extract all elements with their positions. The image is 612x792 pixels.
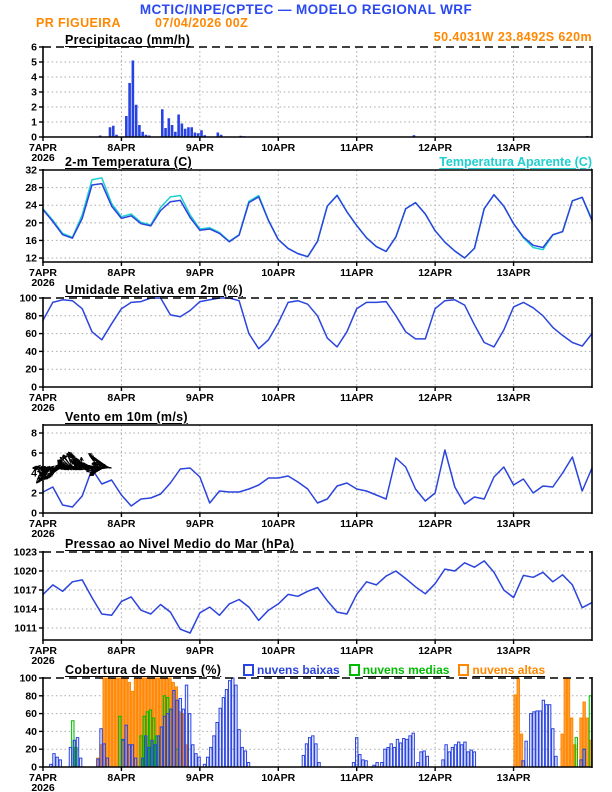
svg-text:10APR: 10APR — [261, 142, 296, 154]
svg-text:2026: 2026 — [31, 402, 55, 414]
panel-title-precipitation: Precipitacao (mm/h) — [65, 33, 191, 47]
svg-text:0: 0 — [31, 381, 37, 394]
svg-text:12APR: 12APR — [418, 267, 453, 279]
legend-apparent-temperature: Temperatura Aparente (C) — [439, 155, 592, 169]
svg-text:12APR: 12APR — [418, 645, 453, 657]
panel-plot-clouds — [19, 673, 592, 792]
svg-text:7APR: 7APR — [28, 392, 58, 404]
svg-text:5: 5 — [31, 56, 37, 69]
svg-text:8APR: 8APR — [107, 142, 136, 154]
svg-text:0: 0 — [31, 131, 37, 144]
svg-text:12APR: 12APR — [418, 392, 453, 404]
svg-text:9APR: 9APR — [185, 645, 214, 657]
panel-title-temperature: 2-m Temperatura (C) — [65, 155, 193, 169]
svg-text:7APR: 7APR — [28, 518, 58, 530]
svg-text:0: 0 — [31, 507, 37, 520]
svg-text:8: 8 — [31, 427, 37, 440]
svg-text:9APR: 9APR — [185, 392, 214, 404]
svg-text:24: 24 — [25, 199, 37, 212]
svg-text:12: 12 — [25, 252, 37, 265]
svg-text:100: 100 — [19, 292, 37, 305]
station-name: PR FIGUEIRA — [36, 16, 121, 30]
svg-text:20: 20 — [25, 743, 37, 756]
svg-text:40: 40 — [25, 345, 37, 358]
svg-text:8APR: 8APR — [107, 772, 136, 784]
svg-text:7APR: 7APR — [28, 267, 58, 279]
svg-text:1020: 1020 — [13, 565, 37, 578]
svg-text:1: 1 — [31, 116, 37, 129]
svg-text:20: 20 — [25, 217, 37, 230]
svg-text:1017: 1017 — [13, 584, 37, 597]
svg-text:10APR: 10APR — [261, 645, 296, 657]
legend-label-high-clouds: nuvens altas — [472, 663, 546, 677]
svg-text:1014: 1014 — [13, 603, 37, 616]
panel-plot-temperature — [25, 165, 592, 290]
svg-text:12APR: 12APR — [418, 142, 453, 154]
svg-text:10APR: 10APR — [261, 518, 296, 530]
svg-text:4: 4 — [31, 467, 37, 480]
svg-text:13APR: 13APR — [496, 142, 531, 154]
svg-text:11APR: 11APR — [340, 392, 374, 404]
svg-text:11APR: 11APR — [340, 142, 374, 154]
svg-text:1011: 1011 — [14, 622, 37, 635]
svg-text:10APR: 10APR — [261, 392, 296, 404]
svg-text:80: 80 — [25, 310, 37, 323]
svg-text:32: 32 — [25, 164, 37, 177]
panel-plot-wind — [29, 424, 592, 540]
svg-text:13APR: 13APR — [496, 645, 531, 657]
svg-text:13APR: 13APR — [496, 772, 531, 784]
legend-label-mid-clouds: nuvens medias — [362, 663, 450, 677]
panel-title-humidity: Umidade Relativa em 2m (%) — [65, 283, 243, 297]
svg-text:11APR: 11APR — [340, 772, 374, 784]
svg-text:7APR: 7APR — [28, 772, 58, 784]
svg-text:8APR: 8APR — [107, 518, 136, 530]
svg-text:6: 6 — [31, 447, 37, 460]
svg-text:13APR: 13APR — [496, 518, 531, 530]
svg-text:2026: 2026 — [31, 277, 55, 289]
svg-text:8APR: 8APR — [107, 267, 136, 279]
svg-text:60: 60 — [25, 708, 37, 721]
svg-text:20: 20 — [25, 363, 37, 376]
svg-text:28: 28 — [25, 182, 37, 195]
svg-text:1023: 1023 — [13, 546, 37, 559]
panel-plot-precipitation — [29, 42, 592, 165]
svg-text:60: 60 — [25, 328, 37, 341]
svg-text:12APR: 12APR — [418, 518, 453, 530]
svg-text:7APR: 7APR — [28, 645, 58, 657]
svg-text:100: 100 — [19, 672, 37, 685]
svg-text:12APR: 12APR — [418, 772, 453, 784]
svg-text:13APR: 13APR — [496, 392, 531, 404]
svg-text:3: 3 — [31, 86, 37, 99]
panel-plot-pressure — [14, 547, 592, 668]
svg-text:10APR: 10APR — [261, 772, 296, 784]
panel-plot-humidity — [19, 293, 592, 415]
svg-text:2026: 2026 — [31, 655, 55, 667]
svg-text:6: 6 — [31, 41, 37, 54]
svg-text:2: 2 — [31, 101, 37, 114]
svg-text:9APR: 9APR — [185, 518, 214, 530]
svg-text:9APR: 9APR — [185, 772, 214, 784]
svg-text:40: 40 — [25, 725, 37, 738]
svg-text:11APR: 11APR — [340, 645, 374, 657]
svg-text:4: 4 — [31, 71, 37, 84]
legend-label-low-clouds: nuvens baixas — [257, 663, 340, 677]
location-coordinates: 50.4031W 23.8492S 620m — [433, 30, 592, 44]
svg-text:2026: 2026 — [31, 152, 55, 164]
svg-text:10APR: 10APR — [261, 267, 296, 279]
run-datetime: 07/04/2026 00Z — [155, 16, 249, 30]
svg-text:2026: 2026 — [31, 528, 55, 540]
panel-title-wind: Vento em 10m (m/s) — [65, 410, 188, 424]
page-title: MCTIC/INPE/CPTEC — MODELO REGIONAL WRF — [139, 2, 473, 17]
svg-text:11APR: 11APR — [340, 267, 374, 279]
svg-text:0: 0 — [31, 761, 37, 774]
svg-text:7APR: 7APR — [28, 142, 58, 154]
svg-text:2: 2 — [31, 487, 37, 500]
svg-text:8APR: 8APR — [107, 645, 136, 657]
svg-text:9APR: 9APR — [185, 142, 214, 154]
svg-text:2026: 2026 — [31, 782, 55, 792]
panel-title-pressure: Pressao ao Nivel Medio do Mar (hPa) — [65, 537, 295, 551]
svg-text:9APR: 9APR — [185, 267, 214, 279]
svg-text:16: 16 — [25, 234, 37, 247]
svg-text:8APR: 8APR — [107, 392, 136, 404]
svg-text:13APR: 13APR — [496, 267, 531, 279]
svg-text:11APR: 11APR — [340, 518, 374, 530]
panel-title-clouds: Cobertura de Nuvens (%) — [65, 663, 222, 677]
svg-text:80: 80 — [25, 690, 37, 703]
